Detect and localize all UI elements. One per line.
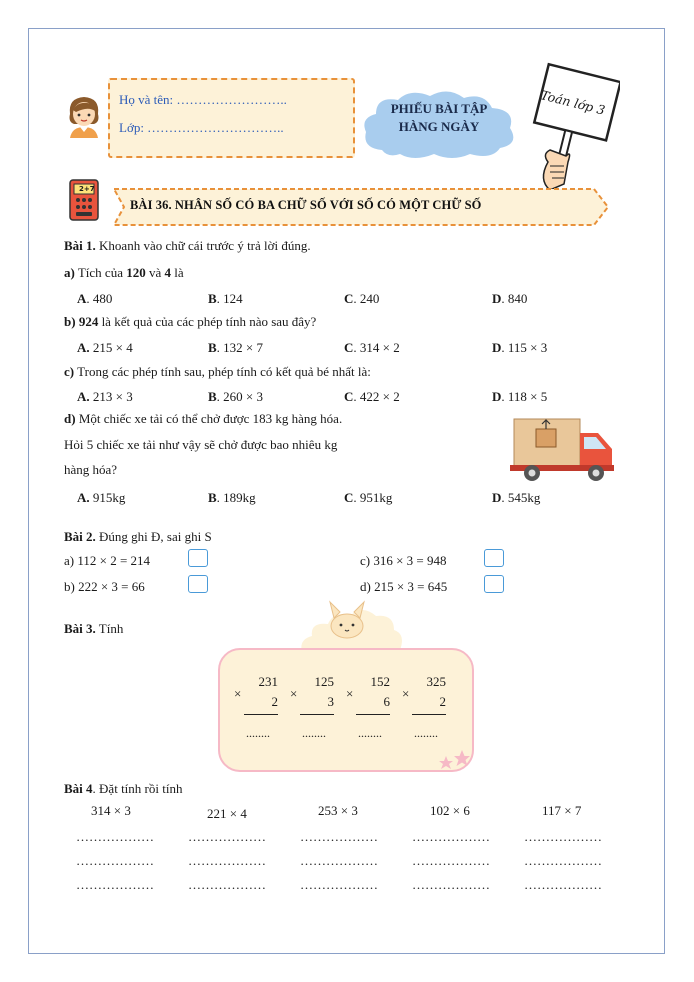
bai2-heading: Bài 2. Đúng ghi Đ, sai ghi S	[64, 529, 212, 544]
bai1-d-option-b[interactable]: B. 189kg	[208, 490, 256, 505]
bai2-answer-box-a[interactable]	[188, 549, 208, 567]
bai1-c-option-c[interactable]: C. 422 × 2	[344, 389, 400, 404]
delivery-truck-icon	[508, 415, 618, 487]
bai1-b-option-d[interactable]: D. 115 × 3	[492, 340, 548, 355]
sign-text: Toán lớp 3	[539, 87, 607, 118]
bai3-answer-4[interactable]: ........	[414, 726, 438, 740]
star-decoration-icon	[436, 748, 472, 772]
bai1-a-option-b[interactable]: B. 124	[208, 291, 243, 306]
bai4-heading: Bài 4. Đặt tính rồi tính	[64, 781, 183, 796]
bai2-item-b: b) 222 × 3 = 66	[64, 579, 145, 594]
bai1-a-option-a[interactable]: A. 480	[77, 291, 113, 306]
bai1-c-option-d[interactable]: D. 118 × 5	[492, 389, 548, 404]
bai1-c-option-b[interactable]: B. 260 × 3	[208, 389, 264, 404]
bai4-work-line[interactable]: ………………	[300, 853, 378, 868]
bai4-work-line[interactable]: ………………	[188, 853, 266, 868]
lesson-title: BÀI 36. NHÂN SỐ CÓ BA CHỮ SỐ VỚI SỐ CÓ MỘT CHỮ SỐ	[130, 198, 482, 212]
bai2-answer-box-b[interactable]	[188, 575, 208, 593]
class-field-label[interactable]: Lớp: …………………………..	[119, 120, 284, 135]
bai1-d-option-a[interactable]: A. 915kg	[77, 490, 126, 505]
bai1-a-option-c[interactable]: C. 240	[344, 291, 380, 306]
bai4-work-line[interactable]: ………………	[188, 829, 266, 844]
bunny-icon	[324, 600, 370, 640]
bai4-work-line[interactable]: ………………	[524, 853, 602, 868]
bai1-d-question-line1: d) Một chiếc xe tải có thể chở được 183 kg hàng hóa.	[64, 411, 343, 426]
bai4-work-line[interactable]: ………………	[524, 829, 602, 844]
bai3-problem-3: 152 6	[370, 674, 390, 709]
bai1-b-option-b[interactable]: B. 132 × 7	[208, 340, 264, 355]
bai1-d-option-d[interactable]: D. 545kg	[492, 490, 541, 505]
bai3-problem-2: 125 3	[314, 674, 334, 709]
bai4-work-line[interactable]: ………………	[300, 877, 378, 892]
bai2-item-a: a) 112 × 2 = 214	[64, 553, 151, 568]
bai2-answer-box-d[interactable]	[484, 575, 504, 593]
bai1-heading: Bài 1. Khoanh vào chữ cái trước ý trả lời đúng.	[64, 238, 311, 253]
bai4-work-line[interactable]: ………………	[76, 877, 154, 892]
bai4-problem-3: 253 × 3	[318, 803, 358, 818]
bai4-work-line[interactable]: ………………	[524, 877, 602, 892]
bai1-a-question: a) Tích của 120 và 4 là	[64, 265, 184, 280]
bai1-b-option-a[interactable]: A. 215 × 4	[77, 340, 133, 355]
student-avatar-icon	[64, 94, 104, 138]
bai2-item-c: c) 316 × 3 = 948	[360, 553, 447, 568]
bai3-heading: Bài 3. Tính	[64, 621, 124, 636]
name-field-label[interactable]: Họ và tên: ……………………..	[119, 92, 287, 107]
bai3-answer-2[interactable]: ........	[302, 726, 326, 740]
bai4-work-line[interactable]: ………………	[76, 853, 154, 868]
bai1-c-option-a[interactable]: A. 213 × 3	[77, 389, 133, 404]
bai2-answer-box-c[interactable]	[484, 549, 504, 567]
student-info-box	[108, 78, 355, 158]
bai1-b-option-c[interactable]: C. 314 × 2	[344, 340, 400, 355]
bai4-work-line[interactable]: ………………	[300, 829, 378, 844]
bai3-line-4	[412, 714, 446, 715]
bai1-a-option-d[interactable]: D. 840	[492, 291, 528, 306]
bai4-work-line[interactable]: ………………	[412, 829, 490, 844]
bai4-problem-2: 221 × 4	[207, 806, 247, 821]
bai2-item-d: d) 215 × 3 = 645	[360, 579, 448, 594]
bai1-c-question: c) Trong các phép tính sau, phép tính có kết quả bé nhất là:	[64, 364, 371, 379]
bai4-problem-1: 314 × 3	[91, 803, 131, 818]
bai4-problem-5: 117 × 7	[542, 803, 582, 818]
bai3-times-1: ×	[234, 686, 242, 701]
bai3-line-3	[356, 714, 390, 715]
calculator-display-text: 2+7	[79, 185, 95, 193]
bai4-work-line[interactable]: ………………	[76, 829, 154, 844]
bai3-times-4: ×	[402, 686, 410, 701]
bai4-work-line[interactable]: ………………	[412, 877, 490, 892]
bai4-problem-4: 102 × 6	[430, 803, 470, 818]
bai3-times-2: ×	[290, 686, 298, 701]
bai1-d-question-line3: hàng hóa?	[64, 462, 118, 477]
hand-holding-sign-icon	[520, 62, 620, 192]
bai3-line-1	[244, 714, 278, 715]
bai4-work-line[interactable]: ………………	[188, 877, 266, 892]
bai1-d-option-c[interactable]: C. 951kg	[344, 490, 393, 505]
worksheet-title: PHIẾU BÀI TẬP HÀNG NGÀY	[390, 101, 488, 134]
bai3-line-2	[300, 714, 334, 715]
bai1-d-question-line2: Hỏi 5 chiếc xe tải như vậy sẽ chở được bao nhiêu kg	[64, 437, 338, 452]
bai3-problem-1: 231 2	[258, 674, 278, 709]
bai3-answer-3[interactable]: ........	[358, 726, 382, 740]
bai4-work-line[interactable]: ………………	[412, 853, 490, 868]
bai3-times-3: ×	[346, 686, 354, 701]
bai1-b-question: b) 924 là kết quả của các phép tính nào sau đây?	[64, 314, 317, 329]
bai3-problem-4: 325 2	[426, 674, 446, 709]
bai3-answer-1[interactable]: ........	[246, 726, 270, 740]
